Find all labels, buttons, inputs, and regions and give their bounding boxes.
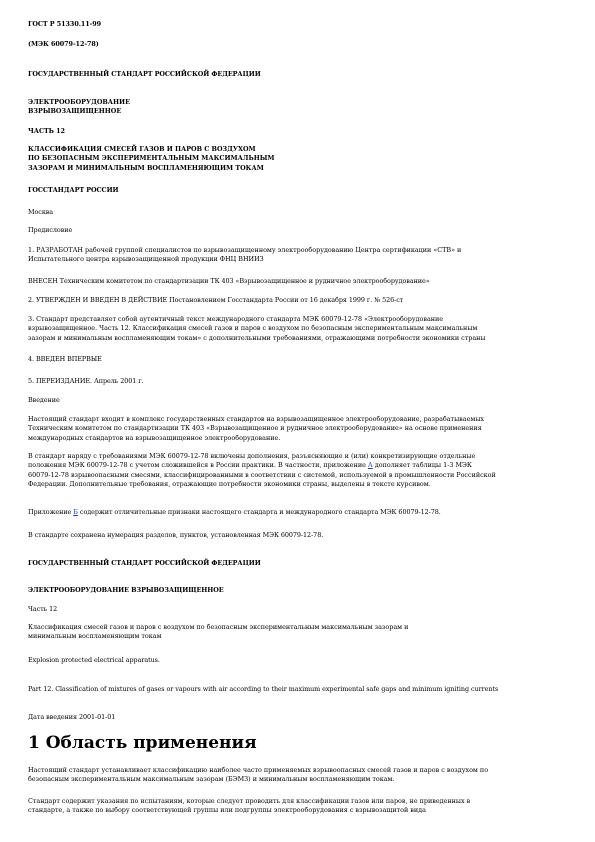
body-part: Часть 12 xyxy=(28,605,58,613)
iec-code: (МЭК 60079-12-78) xyxy=(28,40,99,48)
gost-code: ГОСТ Р 51330.11-99 xyxy=(28,20,102,28)
section-1-heading: 1 Область применения xyxy=(28,733,257,753)
english-subtitle: Part 12. Classification of mixtures of gases or vapours with air according to their maximum experimental safe gaps and minimum igniting currents xyxy=(28,685,499,693)
appendix-b-link[interactable]: Б xyxy=(73,508,78,516)
city: Москва xyxy=(28,208,54,216)
introduction-paragraph-2: В стандарт наряду с требованиями МЭК 60079-12-78 включены дополнения, разъясняющие и (или) конкретизирующие отдельные положения МЭК 60079-12-78 с учетом сложившейся в России практики. В частности, приложение А дополняет таблицы 1-3 МЭК 60079-12-78 взрывоопасными смесями, классифицированными в соответствии с системой, используемой в промышленности Российской Федерации. Дополнительные требования, отражающие потребности экономики страны, выделены в тексте курсивом. xyxy=(28,452,496,489)
appendix-a-link[interactable]: А xyxy=(367,461,373,470)
body-state-standard: ГОСУДАРСТВЕННЫЙ СТАНДАРТ РОССИЙСКОЙ ФЕДЕРАЦИИ xyxy=(28,559,261,567)
document-title: ЭЛЕКТРООБОРУДОВАНИЕ ВЗРЫВОЗАЩИЩЕННОЕ xyxy=(28,98,130,116)
foreword-paragraph-5: 5. ПЕРЕИЗДАНИЕ. Апрель 2001 г. xyxy=(28,377,144,385)
introduction-paragraph-3: Приложение Б содержит отличительные признаки настоящего стандарта и международного стандарта МЭК 60079-12-78. xyxy=(28,508,441,516)
body-subtitle: Классификация смесей газов и паров с воздухом по безопасным экспериментальным максимальным зазорам и минимальным воспламеняющим токам xyxy=(28,623,409,641)
introduction-paragraph-4: В стандарте сохранена нумерация разделов, пунктов, установленная МЭК 60079-12-78. xyxy=(28,531,324,539)
introduction-date: Дата введения 2001-01-01 xyxy=(28,713,116,721)
foreword-paragraph-1b: ВНЕСЕН Техническим комитетом по стандартизации ТК 403 «Взрывозащищенное и рудничное электрооборудование» xyxy=(28,277,430,285)
part-number: ЧАСТЬ 12 xyxy=(28,127,65,135)
introduction-paragraph-1: Настоящий стандарт входит в комплекс государственных стандартов на взрывозащищенное электрооборудование, разрабатываемых Техническим комитетом по стандартизации ТК 403 «Взрывозащищенное и рудничное электрооборудование» на основе применения международных стандартов на взрывозащищенное электрооборудование. xyxy=(28,415,485,442)
foreword-heading: Предисловие xyxy=(28,226,73,234)
section-1-paragraph-1: Настоящий стандарт устанавливает классификацию наиболее часто применяемых взрывоопасных смесей газов и паров с воздухом по безопасным экспериментальным максимальным зазорам (БЭМЗ) и минимальным воспламеняющим токам. xyxy=(28,766,489,784)
introduction-heading: Введение xyxy=(28,396,60,404)
section-1-paragraph-2: Стандарт содержит указания по испытаниям, которые следует проводить для классификации газов или паров, не приведенных в стандарте, а также по выбору соответствующей группы или подгруппы электрооборудования с взрывозащитой вида xyxy=(28,797,471,815)
publisher: ГОССТАНДАРТ РОССИИ xyxy=(28,186,119,194)
english-title: Explosion protected electrical apparatus. xyxy=(28,656,160,664)
state-standard-title: ГОСУДАРСТВЕННЫЙ СТАНДАРТ РОССИЙСКОЙ ФЕДЕРАЦИИ xyxy=(28,70,261,78)
document-subtitle: КЛАССИФИКАЦИЯ СМЕСЕЙ ГАЗОВ И ПАРОВ С ВОЗДУХОМ ПО БЕЗОПАСНЫМ ЭКСПЕРИМЕНТАЛЬНЫМ МАКСИМАЛЬНЫМ ЗАЗОРАМ И МИНИМАЛЬНЫМ ВОСПЛАМЕНЯЮЩИМ ТОКАМ xyxy=(28,145,275,172)
foreword-paragraph-2: 2. УТВЕРЖДЕН И ВВЕДЕН В ДЕЙСТВИЕ Постановлением Госстандарта России от 16 декабря 1999 г. № 526-ст xyxy=(28,296,404,304)
foreword-paragraph-1: 1. РАЗРАБОТАН рабочей группой специалистов по взрывозащищенному электрооборудованию Центра сертификации «СТВ» и Испытательного центра взрывозащищенной продукции ФНЦ ВНИИЗ xyxy=(28,246,462,264)
foreword-paragraph-3: 3. Стандарт представляет собой аутентичный текст международного стандарта МЭК 60079-12-78 «Электрооборудование взрывозащищенное. Часть 12. Классификация смесей газов и паров с воздухом по безопасным экспериментальным максимальным зазорам и минимальным воспламеняющим токам» с дополнительными требованиями, отражающими потребности экономики страны xyxy=(28,315,486,342)
body-title: ЭЛЕКТРООБОРУДОВАНИЕ ВЗРЫВОЗАЩИЩЕННОЕ xyxy=(28,586,224,594)
foreword-paragraph-4: 4. ВВЕДЕН ВПЕРВЫЕ xyxy=(28,355,102,363)
